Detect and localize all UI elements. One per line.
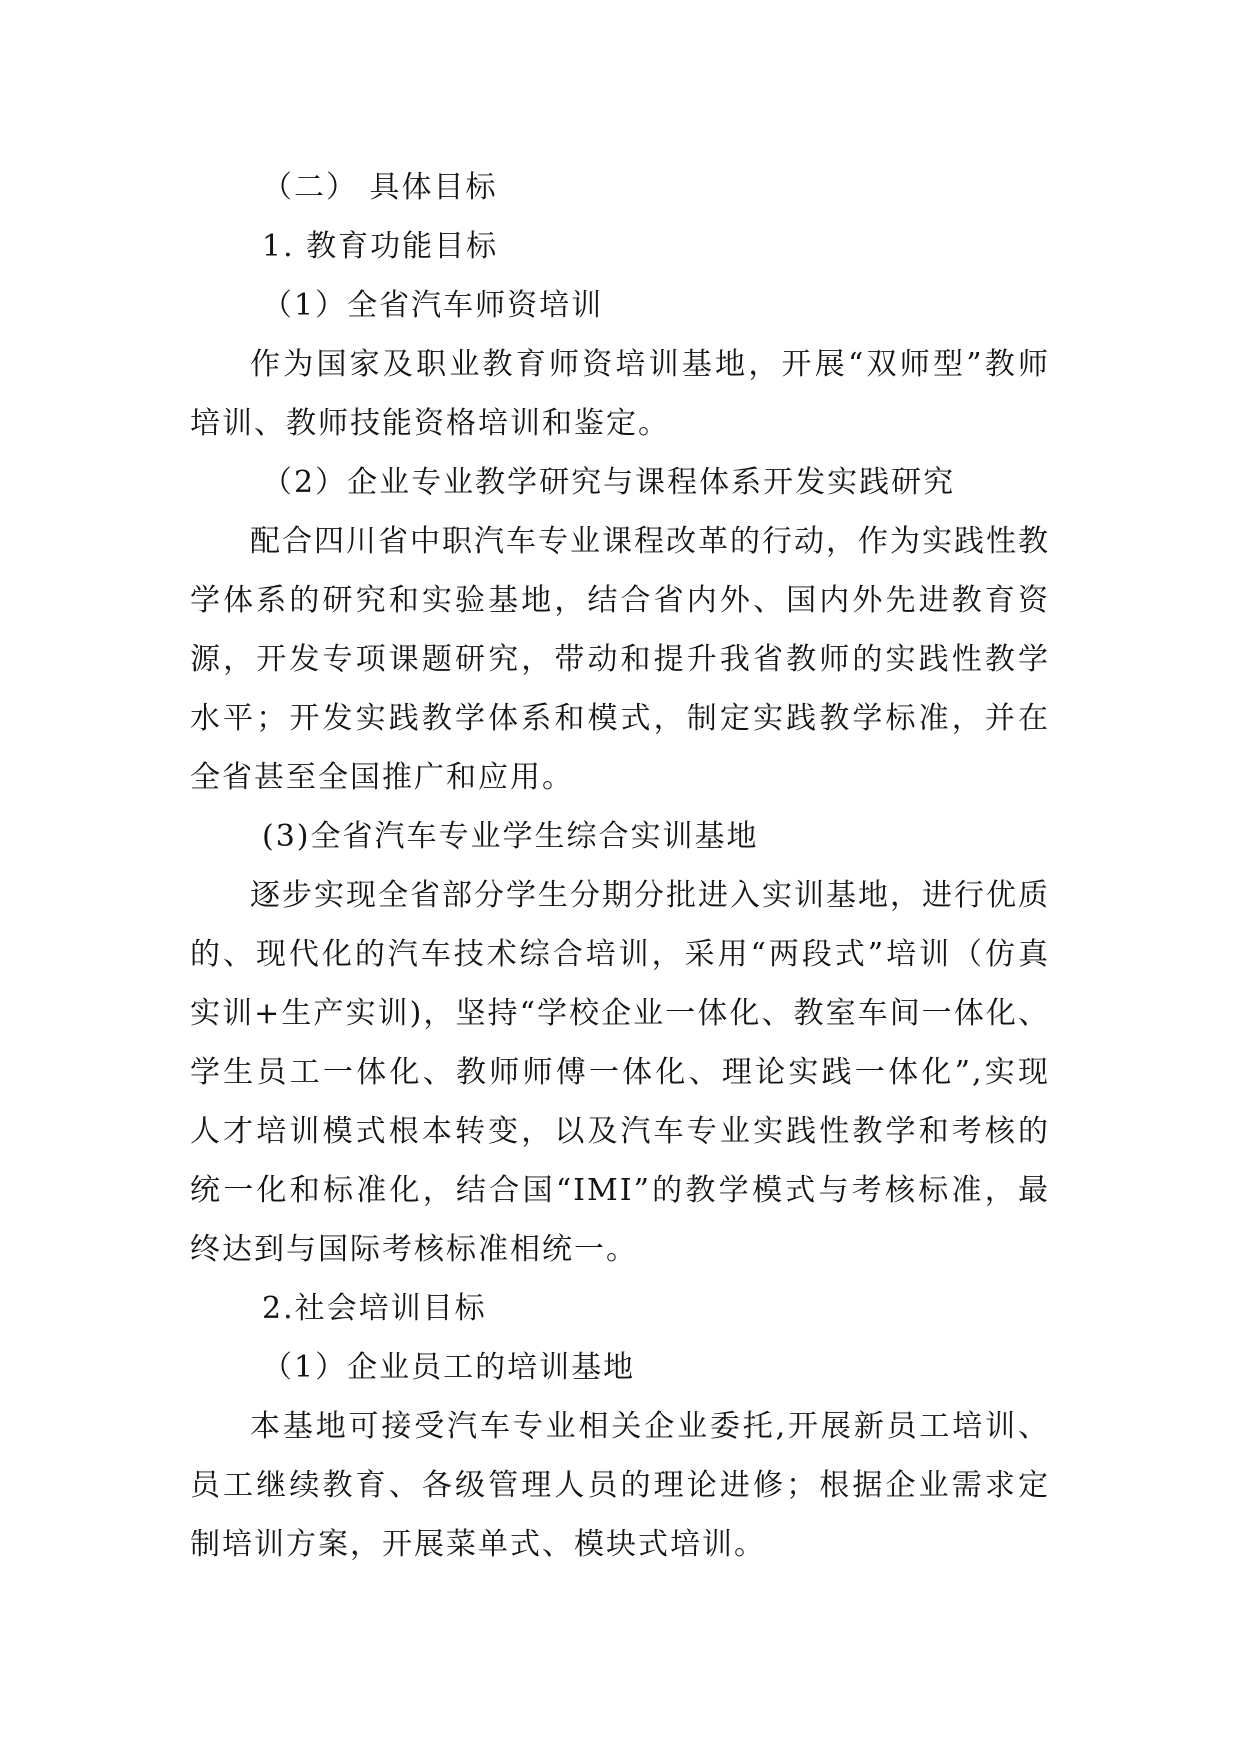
heading-specific-goals: （二） 具体目标 bbox=[262, 170, 498, 205]
section-1-item-2-body: 配合四川省中职汽车专业课程改革的行动，作为实践性教学体系的研究和实验基地，结合省内外、国内外先进教育资源，开发专项课题研究，带动和提升我省教师的实践性教学水平；开发实践教学体系和模式，制定实践教学标准，并在全省甚至全国推广和应用。 bbox=[190, 524, 1050, 795]
section-2-item-1-title: （1）企业员工的培训基地 bbox=[262, 1350, 636, 1385]
section-2-title: 2.社会培训目标 bbox=[262, 1291, 487, 1326]
section-1-item-2-title: （2）企业专业教学研究与课程体系开发实践研究 bbox=[262, 465, 956, 500]
section-1-item-3-body: 逐步实现全省部分学生分期分批进入实训基地，进行优质的、现代化的汽车技术综合培训，采用“两段式”培训（仿真实训+生产实训)，坚持“学校企业一体化、教室车间一体化、学生员工一体化、教师师傅一体化、理论实践一体化”,实现人才培训模式根本转变，以及汽车专业实践性教学和考核的统一化和标准化，结合国“IMI”的教学模式与考核标准，最终达到与国际考核标准相统一。 bbox=[190, 878, 1050, 1267]
section-1-title: 1. 教育功能目标 bbox=[262, 229, 499, 264]
section-2-item-1-body: 本基地可接受汽车专业相关企业委托,开展新员工培训、员工继续教育、各级管理人员的理论进修；根据企业需求定制培训方案，开展菜单式、模块式培训。 bbox=[190, 1409, 1050, 1562]
section-1-item-1-title: （1）全省汽车师资培训 bbox=[262, 288, 604, 323]
document-body bbox=[190, 158, 1050, 1574]
section-1-item-3-title: (3)全省汽车专业学生综合实训基地 bbox=[262, 819, 759, 854]
section-1-item-1-body: 作为国家及职业教育师资培训基地，开展“双师型”教师培训、教师技能资格培训和鉴定。 bbox=[190, 347, 1050, 441]
